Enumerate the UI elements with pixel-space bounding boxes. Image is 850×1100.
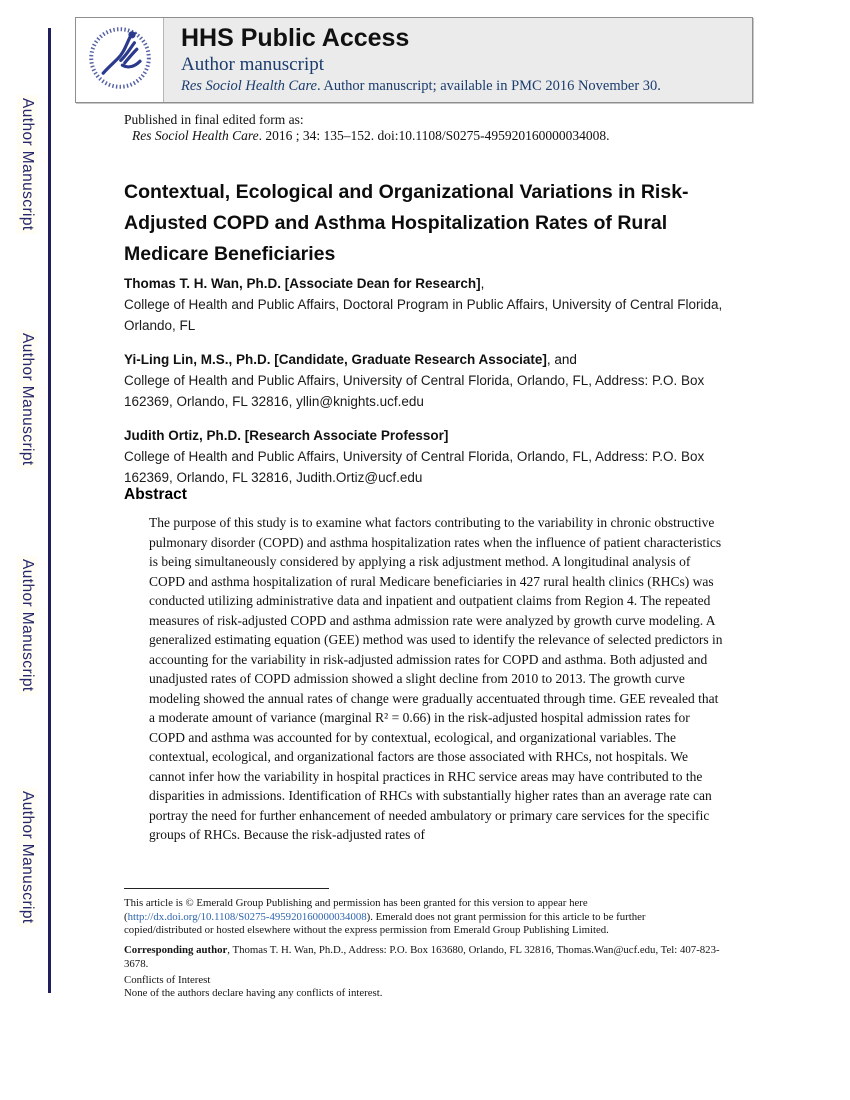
citation-detail: . 2016 ; 34: 135–152. doi:10.1108/S0275-495920160000034008. — [258, 128, 610, 143]
hhs-public-access-title: HHS Public Access — [181, 24, 410, 52]
abstract-heading: Abstract — [124, 486, 187, 503]
author-entry — [124, 350, 728, 412]
corresponding-author-detail: , Thomas T. H. Wan, Ph.D., Address: P.O. Box 163680, Orlando, FL 32816, Thomas.Wan@ucf.edu, Tel: 407-823-3678. — [124, 944, 720, 970]
author-name-bold: Judith Ortiz, Ph.D. [Research Associate Professor] — [124, 428, 449, 443]
author-name — [124, 350, 728, 370]
author-name-suffix: , — [480, 276, 485, 291]
footnote-divider — [124, 888, 329, 889]
author-manuscript-watermark: Author Manuscript — [17, 556, 37, 695]
copyright-text-pre: This article is © Emerald Group Publishing and permission has been granted for this version to appear here ( — [124, 897, 588, 923]
author-manuscript-subtitle: Author manuscript — [181, 54, 325, 75]
author-entry — [124, 426, 728, 488]
article-title: Contextual, Ecological and Organizational Variations in Risk-Adjusted COPD and Asthma Hospitalization Rates of Rural Medicare Beneficiaries — [124, 181, 689, 265]
citation-reference — [124, 128, 610, 144]
author-list — [124, 274, 728, 502]
author-entry — [124, 274, 728, 336]
author-affiliation: College of Health and Public Affairs, University of Central Florida, Orlando, FL, Address: P.O. Box 162369, Orlando, FL 32816, Judith.Ortiz@ucf.edu — [124, 449, 705, 485]
abstract-text: The purpose of this study is to examine what factors contributing to the variability in chronic obstructive pulmonary disorder (COPD) and asthma hospitalization rates when the influence of patient characteristics is being simultaneously considered by applying a risk adjustment method. A longitudinal analysis of COPD and asthma hospitalization of rural Medicare beneficiaries in 427 rural health clinics (RHCs) was conducted utilizing administrative data and inpatient and outpatient claims from Region 4. The repeated measures of risk-adjusted COPD and asthma admission rate were analyzed by growth curve modeling. A generalized estimating equation (GEE) method was used to identify the relevance of selected predictors in accounting for the variability in risk-adjusted admission rates for COPD and asthma. Both adjusted and unadjusted rates of COPD admission showed a slight decline from 2010 to 2013. The growth curve modeling showed the annual rates of change were gradually accentuated through time. GEE revealed that a moderate amount of variance (marginal R² = 0.66) in the risk-adjusted hospital admission rates for COPD and asthma was accounted for by contextual, ecological, and organizational variables. The contextual, ecological, and organizational factors are those associated with RHCs, not hospitals. We cannot infer how the variability in hospital practices in RHC service areas may have contributed to the disparities in admissions. Identification of RHCs with substantially higher rates than an average rate can portray the need for further enhancement of needed ambulatory or primary care services for the specific groups of RHCs. Because the risk-adjusted rates of — [149, 515, 723, 842]
author-name-suffix: , and — [546, 352, 577, 367]
journal-name: Res Sociol Health Care — [181, 78, 317, 94]
corresponding-author-label: Corresponding author — [124, 944, 228, 956]
author-manuscript-watermark: Author Manuscript — [17, 788, 37, 927]
citation-intro: Published in final edited form as: — [124, 112, 304, 127]
author-affiliation: College of Health and Public Affairs, Doctoral Program in Public Affairs, University of Central Florida, Orlando, FL — [124, 297, 723, 333]
author-name-bold: Yi-Ling Lin, M.S., Ph.D. [Candidate, Graduate Research Associate] — [124, 352, 547, 367]
hhs-header-text — [181, 23, 741, 96]
availability-text: . Author manuscript; available in PMC 2016 November 30. — [316, 78, 661, 94]
hhs-eagle-seal-icon — [84, 22, 156, 99]
conflicts-heading: Conflicts of Interest — [124, 974, 211, 986]
author-name — [124, 274, 728, 294]
copyright-text-post: ). Emerald does not grant permission for this article to be further copied/distributed or hosted elsewhere without the express permission from Emerald Group Publishing Limited. — [124, 910, 646, 936]
author-manuscript-watermark: Author Manuscript — [17, 330, 37, 469]
hhs-logo-box — [76, 18, 164, 102]
conflicts-text: None of the authors declare having any conflicts of interest. — [124, 987, 383, 999]
copyright-footnote — [124, 897, 726, 938]
author-manuscript-watermark: Author Manuscript — [17, 95, 37, 234]
journal-name: Res Sociol Health Care — [132, 128, 259, 143]
author-name — [124, 426, 728, 446]
manuscript-rail — [48, 28, 51, 993]
pmc-availability-line — [181, 77, 741, 96]
doi-link[interactable]: http://dx.doi.org/10.1108/S0275-495920160000034008 — [127, 910, 367, 923]
hhs-header-banner — [75, 17, 753, 103]
citation-block — [124, 112, 610, 144]
corresponding-author-footnote — [124, 944, 726, 971]
author-name-bold: Thomas T. H. Wan, Ph.D. [Associate Dean for Research] — [124, 276, 481, 291]
author-affiliation: College of Health and Public Affairs, University of Central Florida, Orlando, FL, Address: P.O. Box 162369, Orlando, FL 32816, yllin@knights.ucf.edu — [124, 373, 705, 409]
